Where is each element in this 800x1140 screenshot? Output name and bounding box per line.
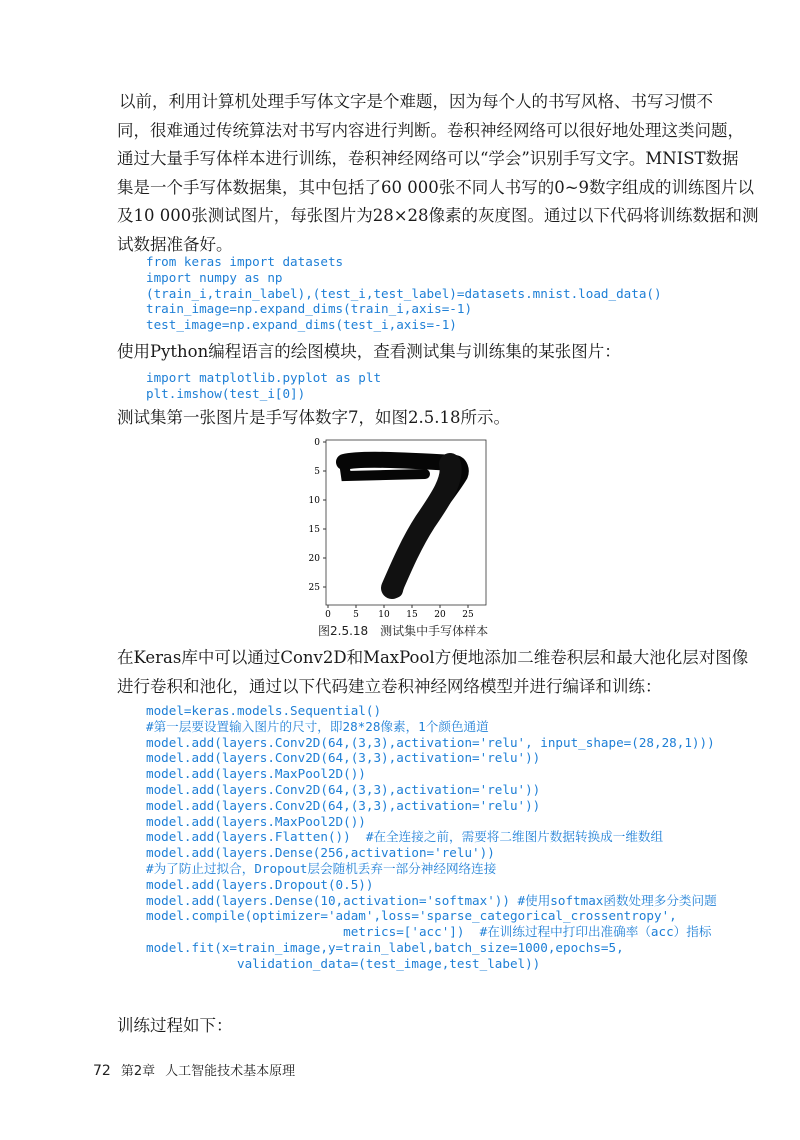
text-line: 集是一个手写体数据集，其中包括了60 000张不同人书写的0~9数字组成的训练图片以 [117, 177, 755, 197]
keras-paragraph [117, 644, 749, 701]
text-line: 及10 000张测试图片，每张图片为28×28像素的灰度图。通过以下代码将训练数据和测 [117, 206, 759, 225]
code-line: model.add(layers.Flatten()) #在全连接之前，需要将二维图片数据转换成一维数组 [146, 829, 664, 845]
y-tick [309, 583, 326, 593]
code-line: model.add(layers.Conv2D(64,(3,3),activation='relu')) [146, 750, 541, 766]
code-line: plt.imshow(test_i[0]) [146, 385, 306, 401]
figure-reference-paragraph [117, 404, 717, 433]
code-comment-line: #第一层要设置输入图片的尺寸，即28*28像素，1个颜色通道 [146, 718, 489, 734]
x-tick [325, 605, 331, 620]
x-tick [434, 605, 446, 620]
text-line: 以前，利用计算机处理手写体文字是个难题，因为每个人的书写风格、书写习惯不 [119, 92, 713, 111]
code-line: metrics=['acc']) #在训练过程中打印出准确率（acc）指标 [146, 924, 712, 940]
caption-text: 测试集中手写体样本 [380, 624, 489, 638]
text-line: 通过大量手写体样本进行训练，卷积神经网络可以“学会”识别手写文字。MNIST数据 [117, 149, 739, 168]
x-tick [462, 605, 474, 620]
chapter-title: 人工智能技术基本原理 [165, 1064, 296, 1079]
text-line: 在Keras库中可以通过Conv2D和MaxPool方便地添加二维卷积层和最大池化层对图像 [117, 648, 749, 667]
code-line: model.add(layers.Dense(256,activation='relu')) [146, 845, 495, 861]
svg-text:10: 10 [308, 496, 320, 506]
code-line: train_image=np.expand_dims(train_i,axis=-1) [146, 301, 473, 317]
code-line: model.compile(optimizer='adam',loss='sparse_categorical_crossentropy', [146, 908, 677, 924]
svg-text:25: 25 [308, 583, 320, 593]
code-line: from keras import datasets [146, 254, 344, 269]
code-line: model.add(layers.Conv2D(64,(3,3),activation='relu')) [146, 781, 541, 797]
code-block-model [146, 703, 717, 972]
plot-paragraph [117, 338, 717, 367]
y-tick [309, 496, 326, 506]
code-line: (train_i,train_label),(test_i,test_label)=datasets.mnist.load_data() [146, 285, 662, 301]
code-line: validation_data=(test_image,test_label)) [146, 955, 541, 971]
page-footer [93, 1060, 295, 1079]
y-tick [309, 554, 326, 564]
code-line: model.add(layers.Dropout(0.5)) [146, 876, 374, 892]
code-comment-line: #为了防止过拟合，Dropout层会随机丢弃一部分神经网络连接 [146, 860, 497, 876]
svg-text:5: 5 [314, 467, 320, 477]
code-block-load-data [146, 254, 662, 333]
code-line: model.add(layers.MaxPool2D()) [146, 766, 366, 782]
svg-text:15: 15 [308, 525, 320, 535]
y-tick [309, 525, 326, 535]
x-tick [406, 605, 418, 620]
text-line: 测试集第一张图片是手写体数字7，如图2.5.18所示。 [117, 408, 510, 427]
code-line: model.fit(x=train_image,y=train_label,batch_size=1000,epochs=5, [146, 939, 624, 955]
text-line: 使用Python编程语言的绘图模块，查看测试集与训练集的某张图片： [117, 342, 621, 361]
training-paragraph [117, 1012, 717, 1041]
digit-seven-plot [300, 430, 500, 620]
code-line: import matplotlib.pyplot as plt [146, 370, 382, 385]
x-axis-ticks [325, 605, 474, 620]
code-line: model.add(layers.Conv2D(64,(3,3),activation='relu')) [146, 797, 541, 813]
svg-text:25: 25 [462, 610, 474, 620]
svg-text:20: 20 [434, 610, 446, 620]
x-tick [378, 605, 390, 620]
page-number: 72 [93, 1063, 111, 1079]
svg-text:20: 20 [308, 554, 320, 564]
intro-paragraph [117, 88, 759, 259]
text-line: 训练过程如下： [117, 1016, 233, 1035]
text-line: 同，很难通过传统算法对书写内容进行判断。卷积神经网络可以很好地处理这类问题， [117, 120, 744, 140]
code-line: model.add(layers.Conv2D(64,(3,3),activation='relu', input_shape=(28,28,1))) [146, 734, 715, 750]
svg-text:10: 10 [378, 610, 390, 620]
figure-caption [318, 622, 488, 639]
svg-text:0: 0 [325, 610, 331, 620]
code-line: test_image=np.expand_dims(test_i,axis=-1) [146, 317, 457, 333]
code-block-plot [146, 370, 381, 402]
code-line: model=keras.models.Sequential() [146, 703, 382, 718]
code-line: model.add(layers.Dense(10,activation='softmax')) #使用softmax函数处理多分类问题 [146, 892, 717, 908]
y-axis-ticks [309, 438, 326, 593]
y-tick [314, 467, 326, 477]
caption-number: 图2.5.18 [318, 624, 369, 638]
code-line: import numpy as np [146, 269, 283, 285]
y-tick [314, 438, 326, 448]
x-tick [353, 605, 359, 620]
chapter-label: 第2章 [120, 1064, 156, 1079]
text-line: 进行卷积和池化，通过以下代码建立卷积神经网络模型并进行编译和训练： [117, 676, 662, 696]
svg-text:15: 15 [406, 610, 418, 620]
mnist-sample-figure [300, 430, 500, 624]
svg-text:5: 5 [353, 610, 359, 620]
svg-text:0: 0 [314, 438, 320, 448]
code-line: model.add(layers.MaxPool2D()) [146, 813, 366, 829]
text-line: 试数据准备好。 [117, 234, 233, 254]
